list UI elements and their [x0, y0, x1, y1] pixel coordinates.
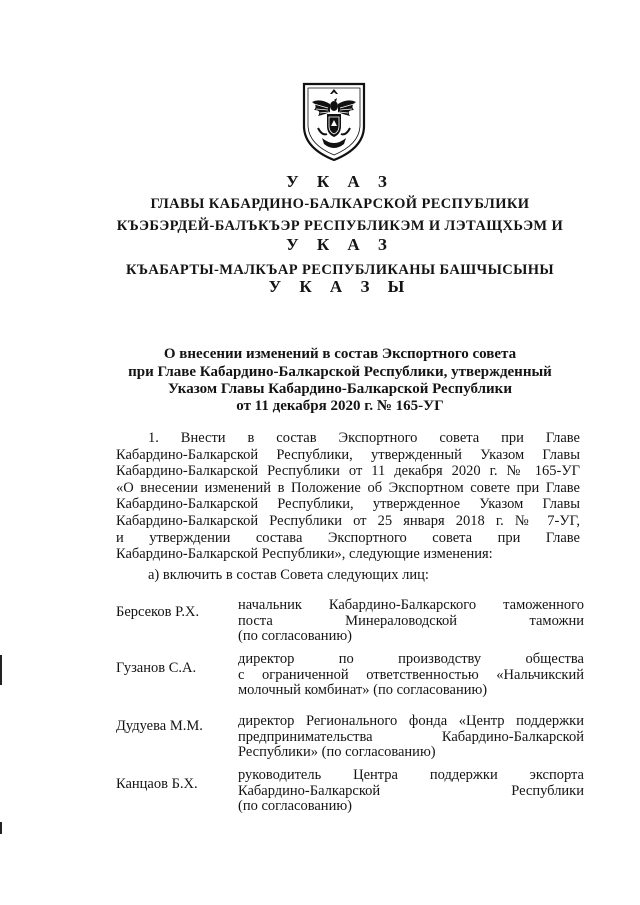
document-title-line: Указом Главы Кабардино-Балкарской Республики	[168, 381, 512, 397]
member-position-line: с ограниченной ответственностью «Нальчикский	[238, 666, 584, 683]
member-position-line: директор Регионального фонда «Центр поддержки	[238, 713, 584, 729]
member-name: Гузанов С.А.	[116, 660, 197, 676]
paragraph-line: Кабардино-Балкарской Республики, утвержденное Указом Главы	[116, 496, 580, 513]
paragraph-line: Кабардино-Балкарской Республики от 11 декабря 2020 г. № 165-УГ	[116, 463, 580, 480]
member-position-line: начальник Кабардино-Балкарского таможенного	[238, 597, 584, 613]
decree-heading-balkar: У К А З Ы	[268, 277, 412, 296]
member-position-line: предпринимательства Кабардино-Балкарской	[238, 728, 584, 745]
paragraph-line: «О внесении изменений в Положение об Экспортном совете при Главе	[116, 479, 580, 496]
member-position	[238, 598, 584, 645]
document-title-line: от 11 декабря 2020 г. № 165-УГ	[236, 398, 444, 414]
decree-heading: У К А З	[286, 172, 394, 191]
issuer-line-kabardian: КЪЭБЭРДЕЙ-БАЛЪКЪЭР РЕСПУБЛИКЭМ И ЛЭТАЩХЬЭМ И	[116, 218, 564, 234]
paragraph-line: Кабардино-Балкарской Республики», следующие изменения:	[116, 546, 493, 563]
member-position-line: молочный комбинат» (по согласованию)	[238, 682, 488, 698]
member-position-line: руководитель Центра поддержки экспорта	[238, 767, 584, 783]
clause-1-paragraph	[116, 430, 580, 563]
scan-edge-mark	[0, 655, 2, 685]
issuer-line-russian: ГЛАВЫ КАБАРДИНО-БАЛКАРСКОЙ РЕСПУБЛИКИ	[150, 196, 530, 212]
scan-edge-mark	[0, 822, 2, 834]
member-name: Дудуева М.М.	[116, 718, 203, 734]
member-position	[238, 768, 584, 815]
paragraph-line: 1. Внести в состав Экспортного совета при Главе	[148, 430, 580, 446]
decree-heading-kabardian: У К А З	[286, 235, 394, 254]
member-name: Канцаов Б.Х.	[116, 776, 198, 792]
member-position	[238, 714, 584, 761]
member-position-line: (по согласованию)	[238, 628, 352, 644]
member-position	[238, 652, 584, 699]
member-position-line: Республики» (по согласованию)	[238, 744, 436, 760]
member-position-line: Кабардино-Балкарской Республики	[238, 782, 584, 799]
paragraph-line: и утверждении состава Экспортного совета при Главе	[116, 529, 580, 546]
coat-of-arms-emblem	[300, 82, 368, 162]
member-position-line: поста Минераловодской таможни	[238, 612, 584, 629]
subitem-a: а) включить в состав Совета следующих лиц:	[148, 567, 429, 583]
member-name: Берсеков Р.Х.	[116, 604, 200, 620]
paragraph-line: Кабардино-Балкарской Республики от 25 января 2018 г. № 7-УГ,	[116, 512, 580, 529]
paragraph-line: Кабардино-Балкарской Республики, утвержденный Указом Главы	[116, 446, 580, 463]
member-position-line: директор по производству общества	[238, 651, 584, 667]
issuer-line-balkar: КЪАБАРТЫ-МАЛКЪАР РЕСПУБЛИКАНЫ БАШЧЫСЫНЫ	[125, 262, 555, 278]
member-position-line: (по согласованию)	[238, 798, 352, 814]
document-title-line: при Главе Кабардино-Балкарской Республики, утвержденный	[128, 364, 552, 380]
document-title-line: О внесении изменений в состав Экспортного совета	[163, 346, 517, 362]
